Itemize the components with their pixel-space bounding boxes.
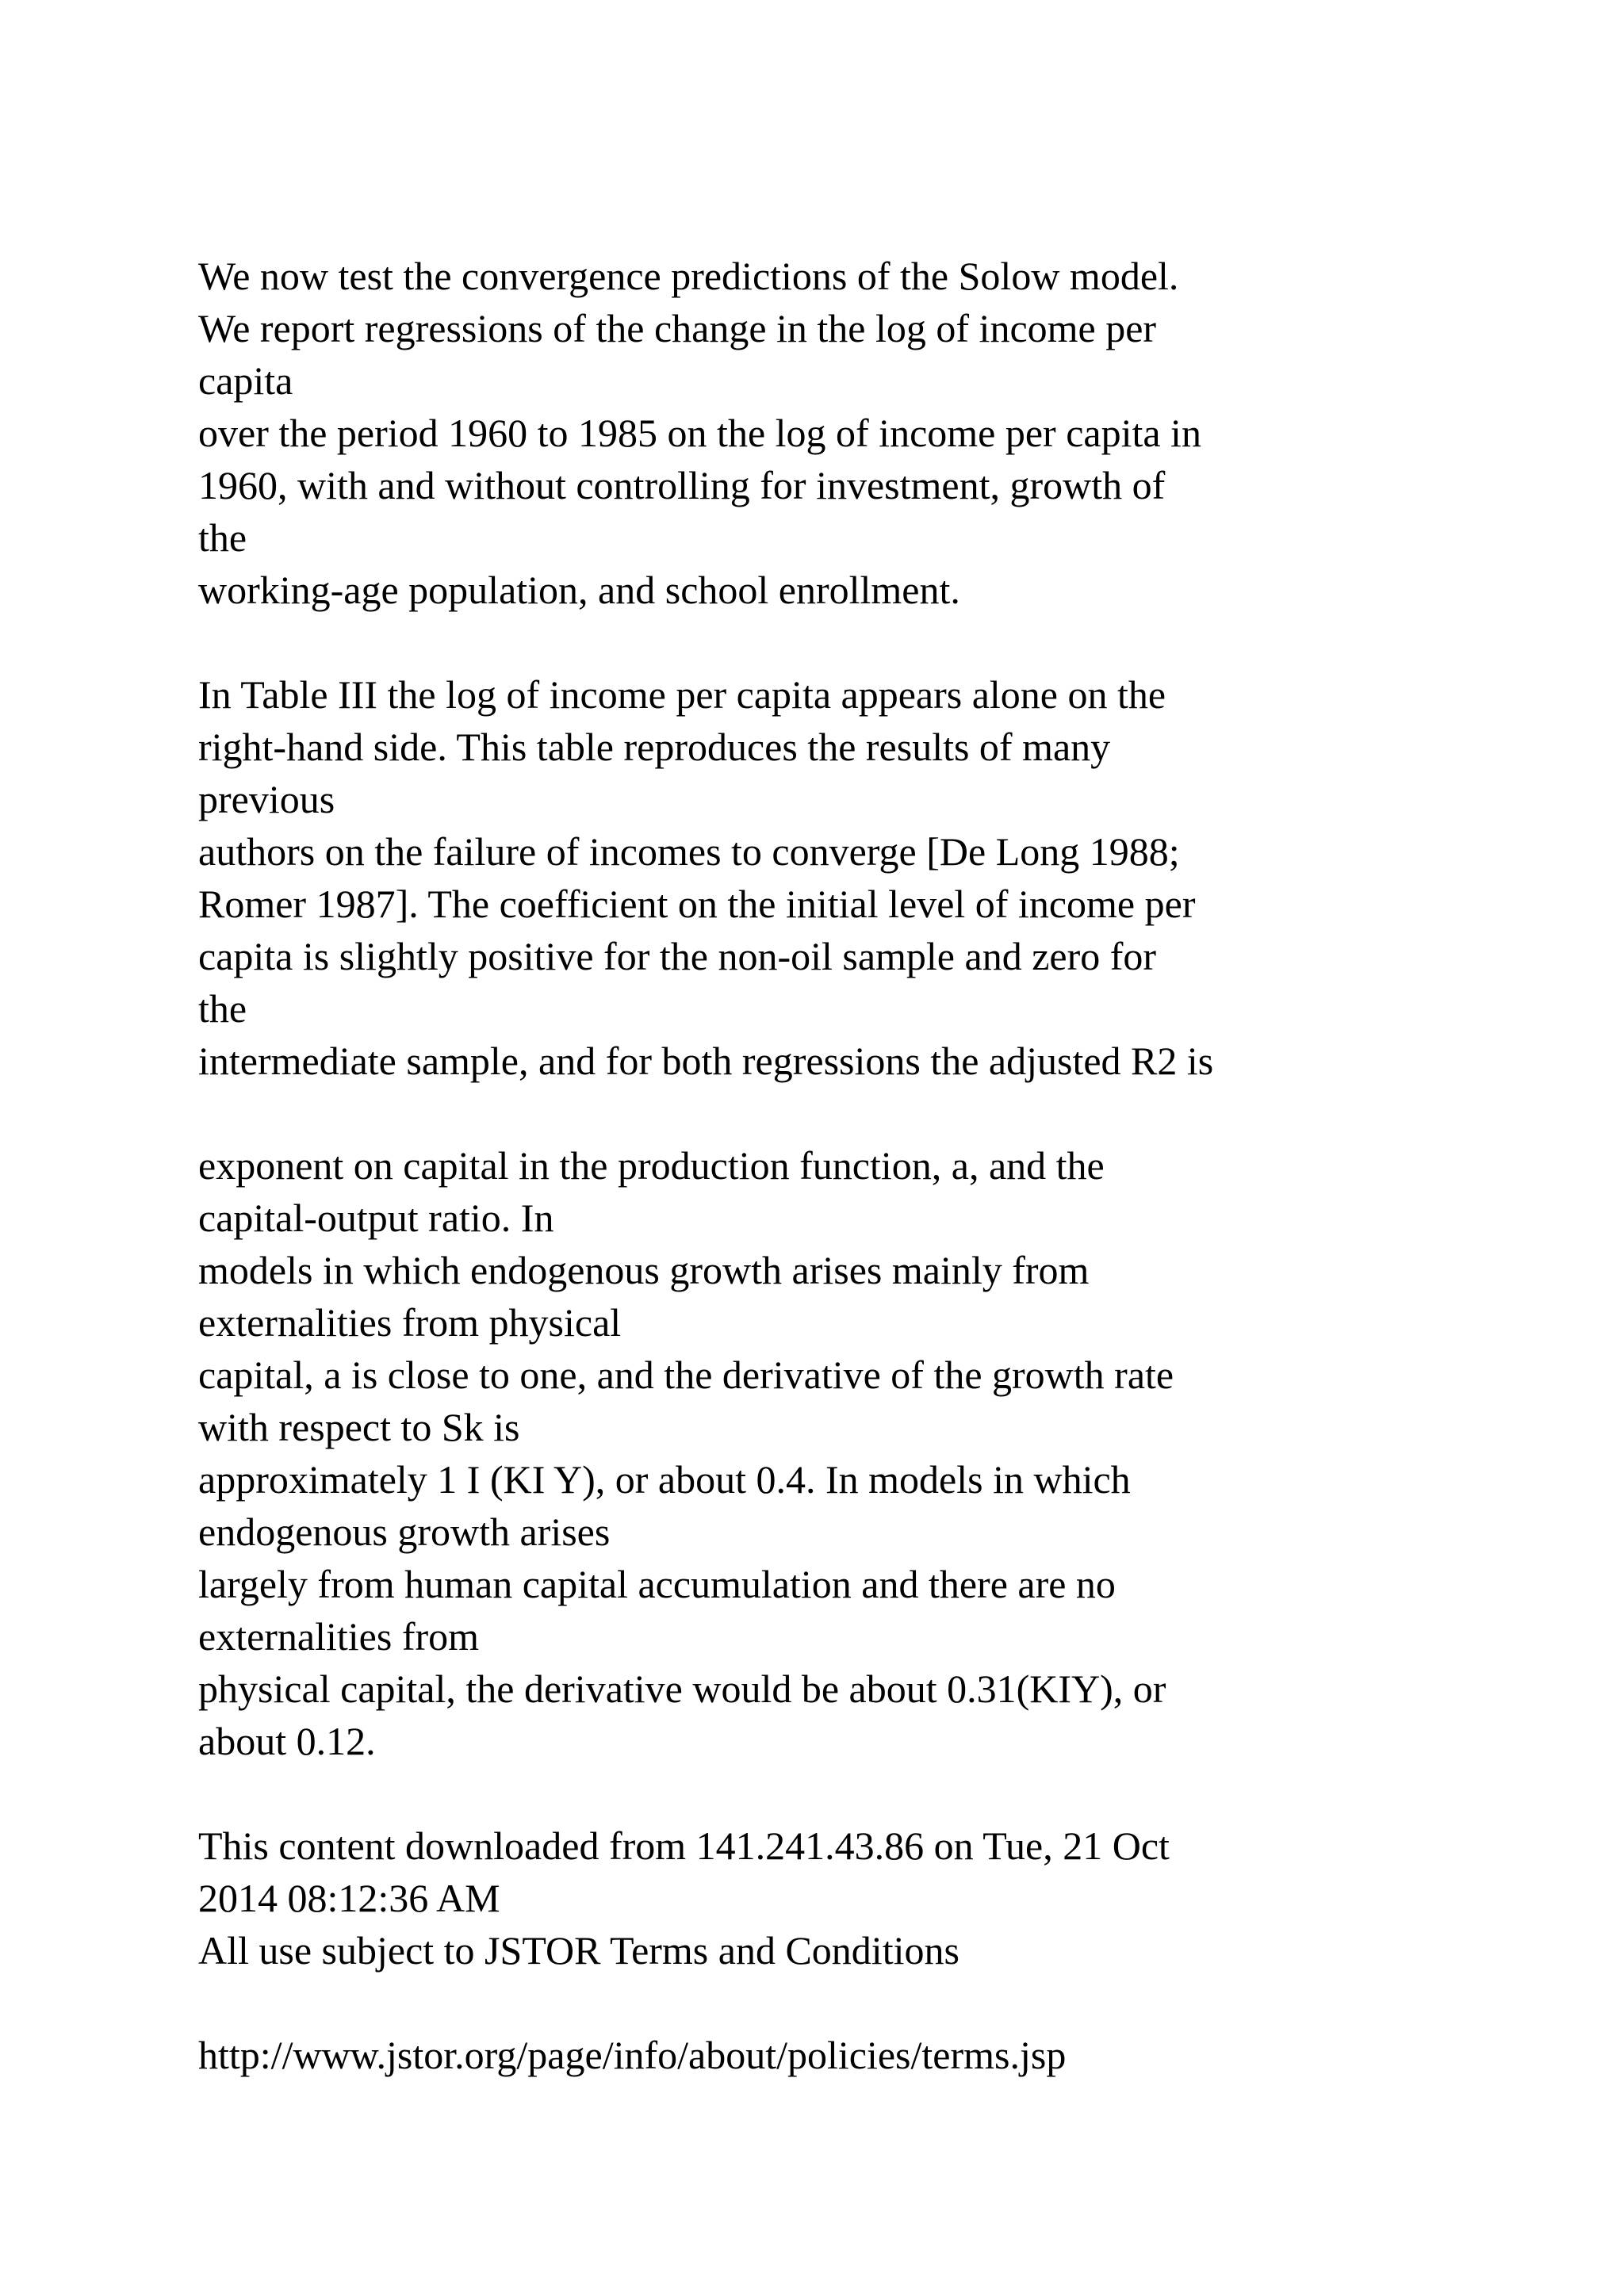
text-line: Romer 1987]. The coefficient on the initial level of income per	[198, 882, 1196, 926]
text-line: over the period 1960 to 1985 on the log of income per capita in	[198, 411, 1201, 455]
text-line: right-hand side. This table reproduces the results of many	[198, 725, 1111, 769]
text-line: the	[198, 515, 247, 560]
download-notice: This content downloaded from 141.241.43.86 on Tue, 21 Oct	[198, 1823, 1170, 1868]
text-line: capita	[198, 358, 293, 403]
text-line: externalities from physical	[198, 1300, 622, 1345]
terms-url: http://www.jstor.org/page/info/about/policies/terms.jsp	[198, 2033, 1067, 2077]
text-line: We now test the convergence predictions of the Solow model.	[198, 254, 1179, 298]
blank-line	[198, 1976, 1562, 2029]
text-line: intermediate sample, and for both regressions the adjusted R2 is	[198, 1039, 1214, 1083]
text-line: the	[198, 986, 247, 1031]
text-line: authors on the failure of incomes to converge [De Long 1988;	[198, 829, 1180, 874]
text-line: 1960, with and without controlling for investment, growth of	[198, 463, 1166, 507]
text-line: capita is slightly positive for the non-oil sample and zero for	[198, 934, 1157, 978]
text-line: models in which endogenous growth arises mainly from	[198, 1248, 1090, 1292]
text-line: with respect to Sk is	[198, 1405, 520, 1449]
text-line: In Table III the log of income per capita appears alone on the	[198, 672, 1166, 717]
text-line: largely from human capital accumulation and there are no	[198, 1562, 1116, 1606]
text-line: capital-output ratio. In	[198, 1196, 554, 1240]
text-line: We report regressions of the change in the log of income per	[198, 306, 1157, 350]
blank-line	[198, 1767, 1562, 1820]
text-line: approximately 1 I (KI Y), or about 0.4. In models in which	[198, 1457, 1131, 1502]
document-text	[198, 250, 1562, 2081]
terms-notice: All use subject to JSTOR Terms and Conditions	[198, 1928, 959, 1973]
text-line: about 0.12.	[198, 1719, 376, 1763]
download-notice: 2014 08:12:36 AM	[198, 1876, 500, 1920]
text-line: working-age population, and school enrollment.	[198, 568, 960, 612]
text-line: capital, a is close to one, and the derivative of the growth rate	[198, 1353, 1174, 1397]
text-line: endogenous growth arises	[198, 1510, 611, 1554]
text-line: physical capital, the derivative would be about 0.31(KIY), or	[198, 1667, 1166, 1711]
blank-line	[198, 616, 1562, 668]
text-line: externalities from	[198, 1614, 480, 1659]
text-line: previous	[198, 777, 335, 821]
blank-line	[198, 1087, 1562, 1139]
text-line: exponent on capital in the production function, a, and the	[198, 1143, 1105, 1188]
